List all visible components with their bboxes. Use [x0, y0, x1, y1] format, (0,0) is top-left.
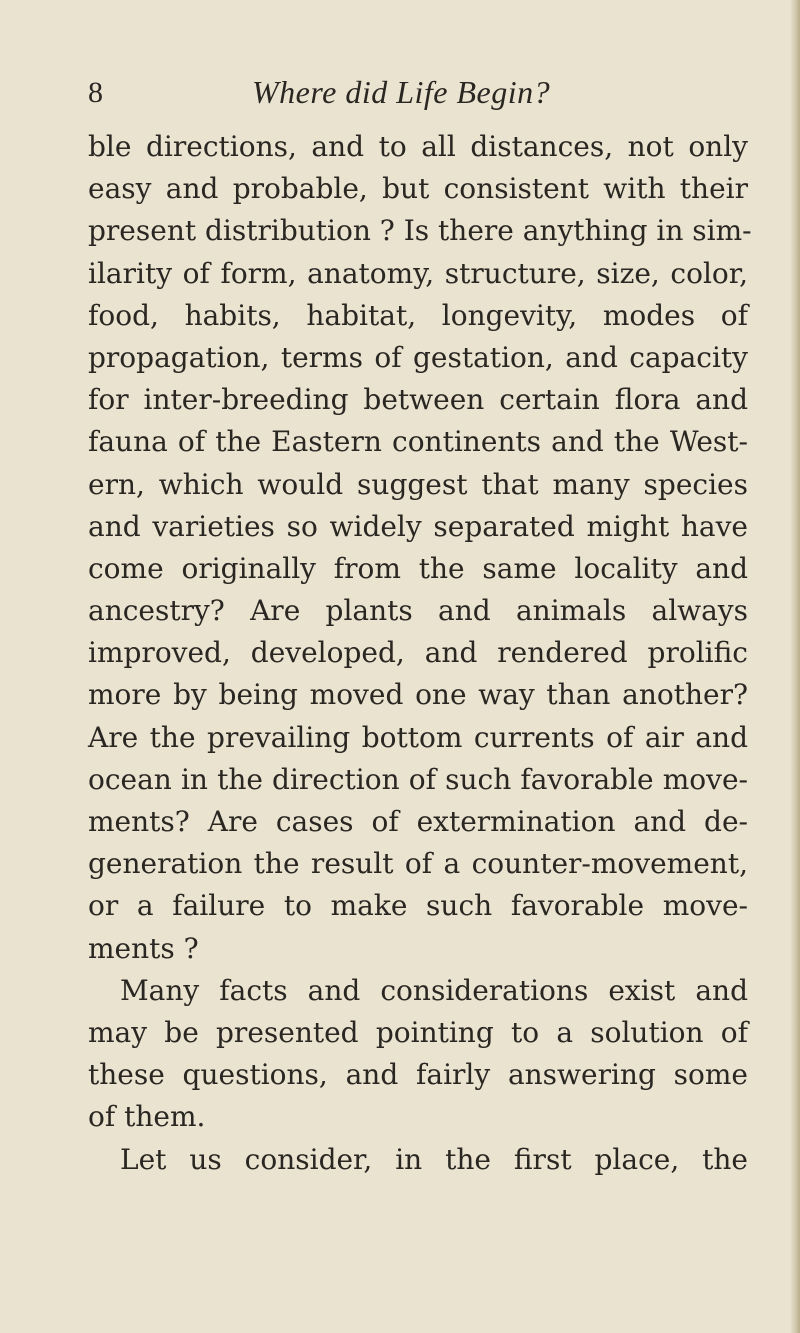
text-line: ments ?: [88, 931, 199, 965]
text-line: come originally from the same locality and: [88, 551, 748, 585]
text-line: ble directions, and to all distances, not only: [88, 130, 748, 163]
text-line: or a failure to make such favorable move-: [88, 889, 748, 923]
page-number: 8: [88, 76, 103, 109]
text-line: Are the prevailing bottom currents of air and: [88, 720, 748, 754]
text-line: these questions, and fairly answering some: [88, 1058, 748, 1092]
text-line: ilarity of form, anatomy, structure, size, color,: [88, 256, 748, 290]
text-line: for inter-breeding between certain flora and: [88, 383, 748, 417]
running-title: Where did Life Begin?: [252, 74, 551, 110]
text-line: generation the result of a counter-movement,: [88, 847, 748, 881]
text-line: ments? Are cases of extermination and de-: [88, 805, 748, 838]
text-line: propagation, terms of gestation, and capacity: [88, 340, 748, 374]
text-line: ancestry? Are plants and animals always: [88, 594, 748, 628]
text-line: of them.: [88, 1100, 206, 1134]
text-line: food, habits, habitat, longevity, modes of: [88, 298, 748, 332]
text-line: improved, developed, and rendered prolific: [88, 636, 748, 670]
page-edge: [790, 0, 800, 1333]
text-line: more by being moved one way than another?: [88, 678, 748, 712]
running-header: [88, 70, 728, 118]
text-line: fauna of the Eastern continents and the West-: [88, 425, 748, 459]
text-line: ocean in the direction of such favorable move-: [88, 762, 748, 796]
text-line: may be presented pointing to a solution of: [88, 1015, 748, 1049]
text-line: present distribution ? Is there anything in sim-: [88, 214, 752, 248]
paragraph-start-line: Many facts and considerations exist and: [120, 973, 748, 1007]
text-line: ern, which would suggest that many species: [88, 467, 748, 501]
paragraph-start-line: Let us consider, in the first place, the: [120, 1142, 748, 1176]
text-line: easy and probable, but consistent with their: [88, 172, 748, 206]
body-text: [88, 126, 752, 1181]
text-line: and varieties so widely separated might have: [88, 509, 748, 543]
